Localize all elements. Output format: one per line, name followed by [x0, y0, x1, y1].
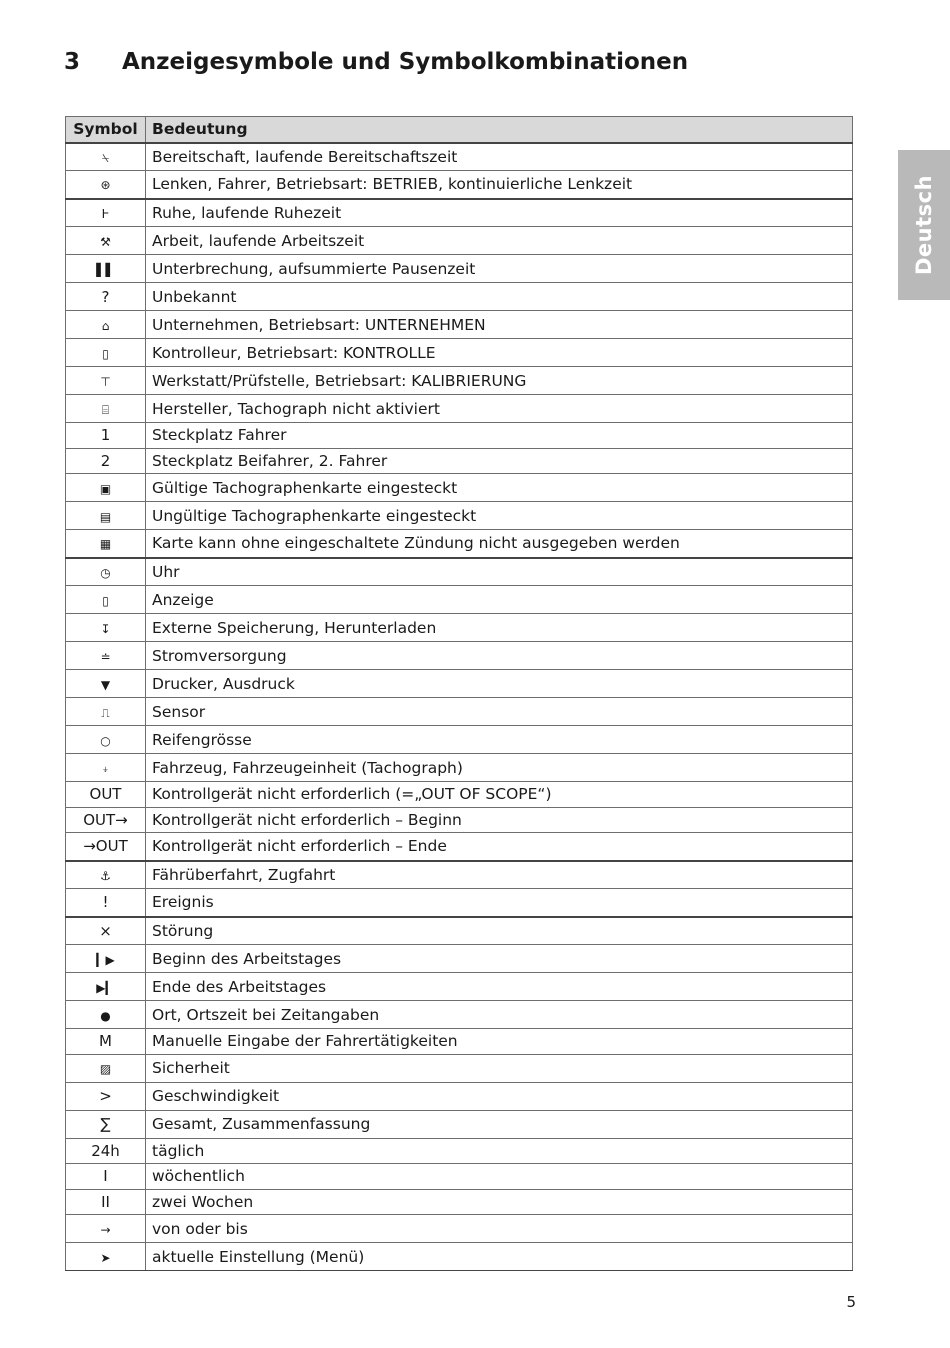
meaning-cell: Kontrollgerät nicht erforderlich (=„OUT OF SCOPE“)	[146, 782, 853, 808]
meaning-cell: Uhr	[146, 558, 853, 586]
table-row	[66, 558, 853, 586]
table-row	[66, 395, 853, 423]
current-setting-icon: ➤	[100, 1250, 111, 1265]
meaning-cell: Steckplatz Beifahrer, 2. Fahrer	[146, 448, 853, 474]
symbol-cell	[66, 782, 146, 808]
meaning-cell: täglich	[146, 1138, 853, 1164]
table-row	[66, 171, 853, 199]
tyre-icon: ○	[100, 733, 111, 748]
page-number: 5	[846, 1293, 856, 1311]
table-row	[66, 889, 853, 917]
valid-card-icon: ▣	[99, 481, 112, 496]
ferry-train-icon: ⚓	[100, 868, 111, 883]
meaning-cell: Hersteller, Tachograph nicht aktiviert	[146, 395, 853, 423]
security-icon: ▨	[99, 1062, 112, 1076]
section-title: Anzeigesymbole und Symbolkombinationen	[122, 49, 689, 75]
table-row	[66, 283, 853, 311]
table-row	[66, 1164, 853, 1190]
meaning-cell: Werkstatt/Prüfstelle, Betriebsart: KALIBRIERUNG	[146, 367, 853, 395]
symbol-cell	[66, 502, 146, 530]
table-row	[66, 1054, 853, 1082]
table-row	[66, 833, 853, 861]
end-day-icon: ▶▎	[96, 980, 115, 995]
section-number: 3	[64, 49, 81, 75]
workshop-icon: ⊤	[100, 374, 111, 389]
locked-card-icon: ▦	[99, 537, 112, 552]
power-icon: ≐	[100, 649, 111, 664]
symbol-cell	[66, 807, 146, 833]
display-icon: ▯	[102, 593, 109, 608]
table-row	[66, 1138, 853, 1164]
meaning-cell: Anzeige	[146, 586, 853, 614]
symbol-table	[65, 116, 853, 1271]
symbol-cell	[66, 1138, 146, 1164]
meaning-cell: wöchentlich	[146, 1164, 853, 1190]
symbol-text: →OUT	[83, 837, 128, 856]
meaning-cell: Kontrollgerät nicht erforderlich – Ende	[146, 833, 853, 861]
table-row	[66, 502, 853, 530]
symbol-cell	[66, 698, 146, 726]
table-row	[66, 255, 853, 283]
meaning-cell: Reifengrösse	[146, 726, 853, 754]
meaning-cell: Lenken, Fahrer, Betriebsart: BETRIEB, kontinuierliche Lenkzeit	[146, 171, 853, 199]
table-row	[66, 1189, 853, 1215]
symbol-cell	[66, 558, 146, 586]
meaning-cell: Beginn des Arbeitstages	[146, 945, 853, 973]
meaning-cell: Ungültige Tachographenkarte eingesteckt	[146, 502, 853, 530]
symbol-cell	[66, 474, 146, 502]
bed-icon: Ⱶ	[101, 206, 110, 221]
table-row	[66, 143, 853, 171]
meaning-cell: Ruhe, laufende Ruhezeit	[146, 199, 853, 227]
symbol-cell	[66, 448, 146, 474]
symbol-cell	[66, 917, 146, 945]
table-row	[66, 614, 853, 642]
table-row	[66, 861, 853, 889]
manufacturer-icon: ⌸	[101, 402, 110, 417]
symbol-cell	[66, 1189, 146, 1215]
symbol-text: !	[102, 893, 109, 912]
table-row	[66, 782, 853, 808]
symbol-text: 2	[100, 451, 111, 470]
symbol-cell	[66, 255, 146, 283]
table-row	[66, 199, 853, 227]
meaning-cell: Fahrzeug, Fahrzeugeinheit (Tachograph)	[146, 754, 853, 782]
meaning-cell: Drucker, Ausdruck	[146, 670, 853, 698]
meaning-cell: Unterbrechung, aufsummierte Pausenzeit	[146, 255, 853, 283]
printer-icon: ▼	[100, 677, 111, 692]
invalid-card-icon: ▤	[99, 509, 112, 524]
meaning-cell: Kontrolleur, Betriebsart: KONTROLLE	[146, 339, 853, 367]
section-heading	[64, 44, 688, 80]
meaning-cell: Gültige Tachographenkarte eingesteckt	[146, 474, 853, 502]
table-row	[66, 1110, 853, 1138]
symbol-cell	[66, 726, 146, 754]
table-row	[66, 1029, 853, 1055]
controller-icon: ▯	[102, 346, 109, 361]
meaning-cell: Unbekannt	[146, 283, 853, 311]
meaning-cell: Stromversorgung	[146, 642, 853, 670]
symbol-cell	[66, 199, 146, 227]
meaning-cell: Manuelle Eingabe der Fahrertätigkeiten	[146, 1029, 853, 1055]
meaning-cell: von oder bis	[146, 1215, 853, 1243]
meaning-cell: Störung	[146, 917, 853, 945]
table-row	[66, 586, 853, 614]
table-row	[66, 1001, 853, 1029]
sensor-icon: ⎍	[101, 705, 110, 720]
begin-day-icon: ▎▶	[96, 952, 115, 967]
table-row	[66, 917, 853, 945]
symbol-cell	[66, 861, 146, 889]
symbol-cell	[66, 586, 146, 614]
table-row	[66, 973, 853, 1001]
meaning-cell: Sicherheit	[146, 1054, 853, 1082]
table-header-row	[66, 117, 853, 143]
location-icon: ●	[100, 1008, 111, 1023]
meaning-cell: Sensor	[146, 698, 853, 726]
symbol-cell	[66, 311, 146, 339]
symbol-text: 24h	[91, 1141, 120, 1160]
meaning-cell: Gesamt, Zusammenfassung	[146, 1110, 853, 1138]
meaning-cell: Karte kann ohne eingeschaltete Zündung nicht ausgegeben werden	[146, 530, 853, 558]
symbol-cell	[66, 642, 146, 670]
meaning-cell: Steckplatz Fahrer	[146, 423, 853, 449]
meaning-cell: Unternehmen, Betriebsart: UNTERNEHMEN	[146, 311, 853, 339]
meaning-cell: Ereignis	[146, 889, 853, 917]
meaning-cell: Arbeit, laufende Arbeitszeit	[146, 227, 853, 255]
table-row	[66, 448, 853, 474]
table-row	[66, 754, 853, 782]
symbol-cell	[66, 1110, 146, 1138]
table-row	[66, 423, 853, 449]
meaning-cell: Kontrollgerät nicht erforderlich – Beginn	[146, 807, 853, 833]
table-row	[66, 698, 853, 726]
symbol-cell	[66, 973, 146, 1001]
symbol-cell	[66, 143, 146, 171]
symbol-text: 1	[100, 426, 111, 445]
symbol-text: ?	[101, 287, 110, 306]
pause-icon: ▌▌	[96, 262, 115, 277]
symbol-cell	[66, 754, 146, 782]
table-row	[66, 339, 853, 367]
table-row	[66, 1215, 853, 1243]
symbol-cell	[66, 367, 146, 395]
symbol-cell	[66, 227, 146, 255]
meaning-cell: Geschwindigkeit	[146, 1082, 853, 1110]
symbol-cell	[66, 530, 146, 558]
symbol-cell	[66, 395, 146, 423]
symbol-cell	[66, 670, 146, 698]
steering-wheel-icon: ⊛	[100, 178, 111, 193]
symbol-cell	[66, 283, 146, 311]
symbol-cell	[66, 339, 146, 367]
download-icon: ↧	[100, 621, 111, 636]
symbol-text: OUT→	[83, 810, 128, 829]
symbol-cell	[66, 423, 146, 449]
symbol-text: ×	[99, 921, 112, 940]
header-symbol: Symbol	[66, 117, 146, 143]
symbol-cell	[66, 833, 146, 861]
table-row	[66, 1243, 853, 1271]
company-icon: ⌂	[101, 318, 110, 333]
meaning-cell: Bereitschaft, laufende Bereitschaftszeit	[146, 143, 853, 171]
meaning-cell: Fährüberfahrt, Zugfahrt	[146, 861, 853, 889]
symbol-cell	[66, 1029, 146, 1055]
meaning-cell: aktuelle Einstellung (Menü)	[146, 1243, 853, 1271]
symbol-text: II	[101, 1192, 110, 1211]
symbol-cell	[66, 1054, 146, 1082]
symbol-cell	[66, 889, 146, 917]
symbol-cell	[66, 1001, 146, 1029]
vehicle-icon: ⍖	[101, 761, 110, 776]
table-row	[66, 311, 853, 339]
table-row	[66, 945, 853, 973]
symbol-text: >	[99, 1087, 112, 1105]
symbol-text: M	[99, 1032, 112, 1051]
symbol-cell	[66, 945, 146, 973]
symbol-text: ∑	[100, 1115, 111, 1133]
clock-icon: ◷	[100, 565, 111, 580]
arrow-icon: →	[100, 1222, 111, 1237]
symbol-cell	[66, 1215, 146, 1243]
symbol-cell	[66, 614, 146, 642]
symbol-cell	[66, 171, 146, 199]
table-row	[66, 1082, 853, 1110]
header-meaning: Bedeutung	[146, 117, 853, 143]
table-row	[66, 227, 853, 255]
meaning-cell: Ende des Arbeitstages	[146, 973, 853, 1001]
symbol-cell	[66, 1243, 146, 1271]
table-row	[66, 367, 853, 395]
meaning-cell: zwei Wochen	[146, 1189, 853, 1215]
symbol-cell	[66, 1164, 146, 1190]
hammers-icon: ⚒	[100, 234, 111, 249]
symbol-cell	[66, 1082, 146, 1110]
language-tab	[898, 150, 950, 300]
symbol-text: OUT	[89, 785, 122, 804]
table-row	[66, 670, 853, 698]
table-row	[66, 474, 853, 502]
table-row	[66, 726, 853, 754]
meaning-cell: Ort, Ortszeit bei Zeitangaben	[146, 1001, 853, 1029]
symbol-text: I	[103, 1167, 108, 1186]
table-row	[66, 642, 853, 670]
language-tab-label: Deutsch	[912, 174, 936, 276]
table-row	[66, 530, 853, 558]
table-row	[66, 807, 853, 833]
availability-icon: ⍀	[101, 150, 110, 165]
meaning-cell: Externe Speicherung, Herunterladen	[146, 614, 853, 642]
